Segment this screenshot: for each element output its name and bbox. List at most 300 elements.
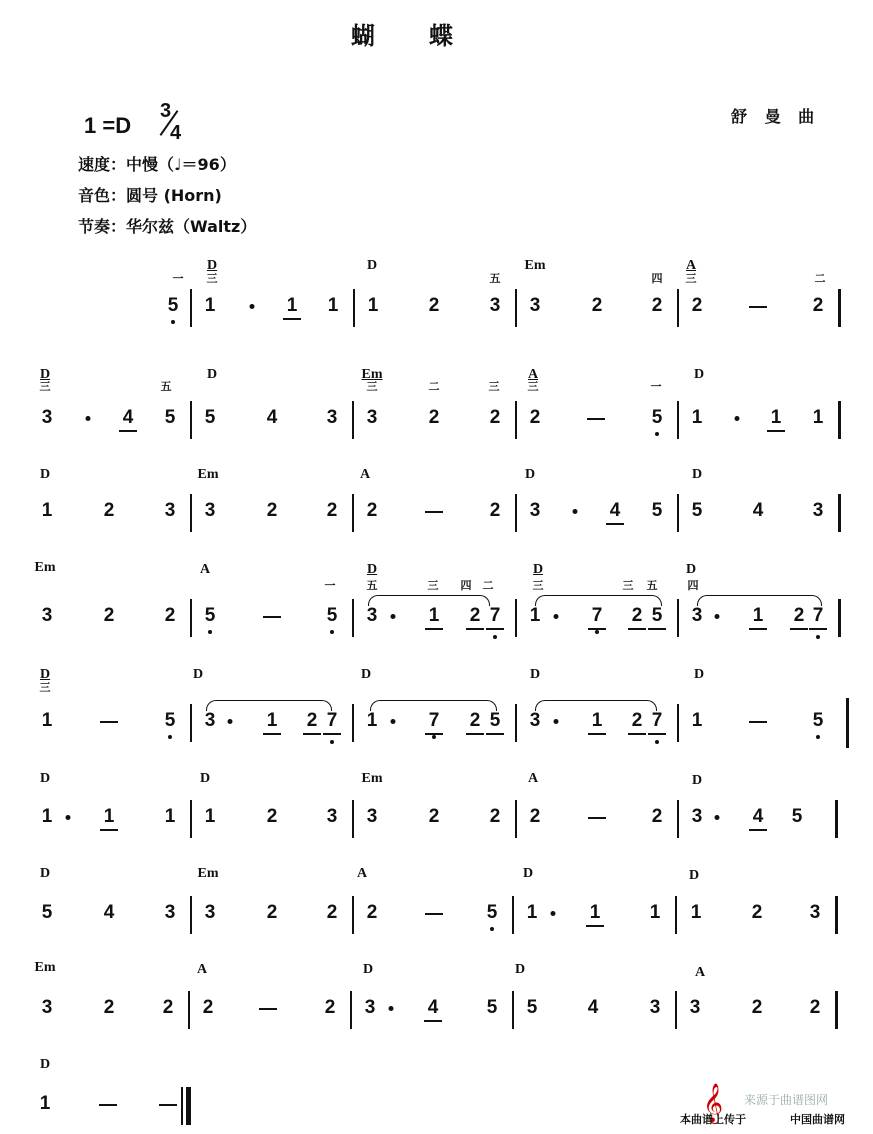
lower-octave-dot: [168, 735, 172, 739]
note: [200, 295, 220, 317]
note-digit: 2: [366, 902, 378, 923]
note: [160, 605, 180, 627]
timbre-info: 音色：圆号 (Horn): [78, 186, 222, 205]
lower-octave-dot: [330, 630, 334, 634]
augmentation-dot: [715, 815, 720, 820]
eighth-underline: [425, 628, 443, 630]
chord-symbol: D: [529, 667, 541, 682]
note: [424, 710, 444, 732]
note-digit: 5: [486, 997, 498, 1018]
note: [747, 997, 767, 1019]
fingering-mark: 三: [39, 681, 51, 694]
note: [262, 902, 282, 924]
note-digit: 3: [204, 500, 216, 521]
note-digit: 1: [204, 295, 216, 316]
bar-line: [352, 401, 354, 439]
note: [160, 407, 180, 429]
note: [262, 500, 282, 522]
bar-line: [835, 896, 838, 934]
note: [282, 295, 302, 317]
note-digit: 3: [164, 500, 176, 521]
bar-line: [677, 401, 679, 439]
note-digit: 5: [167, 295, 179, 316]
bar-line: [190, 896, 192, 934]
chord-symbol: A: [356, 866, 368, 881]
note-digit: 2: [812, 295, 824, 316]
chord-symbol: A: [359, 467, 371, 482]
augmentation-dot: [391, 614, 396, 619]
note: [160, 710, 180, 732]
note-digit: 3: [41, 605, 53, 626]
note-digit: 7: [651, 710, 663, 731]
note-digit: 4: [103, 902, 115, 923]
chord-symbol: D: [360, 667, 372, 682]
note-digit: 2: [631, 605, 643, 626]
note: [808, 295, 828, 317]
chord-symbol: D: [39, 1057, 51, 1072]
bar-line: [190, 599, 192, 637]
fingering-mark: 三: [427, 579, 439, 592]
note-digit: 2: [793, 605, 805, 626]
note-digit: 5: [651, 605, 663, 626]
fingering-mark: 二: [428, 380, 440, 393]
note: [262, 710, 282, 732]
bar-line: [677, 494, 679, 532]
note: [200, 902, 220, 924]
chord-symbol: Em: [34, 960, 56, 975]
note-digit: 1: [649, 902, 661, 923]
eighth-underline: [466, 628, 484, 630]
chord-symbol: D: [366, 258, 378, 273]
fingering-mark: 四: [651, 272, 663, 285]
fingering-mark: 四: [460, 579, 472, 592]
note: [322, 806, 342, 828]
sustain-dash: [749, 306, 767, 308]
note-digit: 4: [752, 806, 764, 827]
lower-octave-dot: [655, 432, 659, 436]
augmentation-dot: [86, 416, 91, 421]
note: [200, 407, 220, 429]
note: [605, 500, 625, 522]
chord-symbol: Em: [34, 560, 56, 575]
lower-octave-dot: [816, 735, 820, 739]
note: [99, 806, 119, 828]
note: [99, 997, 119, 1019]
eighth-underline: [606, 523, 624, 525]
note: [362, 605, 382, 627]
note: [645, 997, 665, 1019]
bar-line: [677, 800, 679, 838]
chord-symbol: D: [693, 667, 705, 682]
note-digit: 5: [164, 710, 176, 731]
eighth-underline: [466, 733, 484, 735]
note: [485, 710, 505, 732]
chord-symbol: Em: [197, 467, 219, 482]
note: [99, 605, 119, 627]
chord-symbol: A: [527, 367, 539, 382]
note: [525, 295, 545, 317]
chord-symbol: D: [693, 367, 705, 382]
sustain-dash: [749, 721, 767, 723]
note-digit: 2: [469, 710, 481, 731]
chord-symbol: A: [196, 962, 208, 977]
eighth-underline: [749, 628, 767, 630]
note: [37, 710, 57, 732]
augmentation-dot: [554, 614, 559, 619]
note: [687, 407, 707, 429]
rhythm-info: 节奏：华尔兹（Waltz）: [78, 217, 257, 236]
note-digit: 2: [751, 902, 763, 923]
chord-symbol: D: [366, 562, 378, 577]
note-digit: 3: [529, 500, 541, 521]
bar-line: [838, 599, 841, 637]
note-digit: 2: [489, 500, 501, 521]
chord-symbol: D: [532, 562, 544, 577]
fingering-mark: 一: [172, 272, 184, 285]
note: [587, 710, 607, 732]
bar-line: [838, 401, 841, 439]
note: [200, 806, 220, 828]
note-digit: 5: [651, 407, 663, 428]
note: [424, 806, 444, 828]
note-digit: 1: [41, 500, 53, 521]
note-digit: 5: [41, 902, 53, 923]
note-digit: 5: [812, 710, 824, 731]
chord-symbol: D: [685, 562, 697, 577]
note-digit: 3: [41, 997, 53, 1018]
eighth-underline: [749, 829, 767, 831]
bar-line: [515, 401, 517, 439]
note: [748, 605, 768, 627]
note-digit: 5: [651, 500, 663, 521]
bar-line: [838, 494, 841, 532]
note: [360, 997, 380, 1019]
bar-line: [515, 704, 517, 742]
sustain-dash: [100, 721, 118, 723]
bar-line: [353, 289, 355, 327]
note-digit: 3: [812, 500, 824, 521]
fingering-mark: 五: [646, 579, 658, 592]
note-digit: 3: [691, 605, 703, 626]
bar-line: [190, 401, 192, 439]
note: [485, 407, 505, 429]
fingering-mark: 一: [650, 380, 662, 393]
note-digit: 2: [266, 902, 278, 923]
lower-octave-dot: [330, 740, 334, 744]
note: [99, 500, 119, 522]
augmentation-dot: [573, 509, 578, 514]
note: [362, 902, 382, 924]
eighth-underline: [100, 829, 118, 831]
bar-line: [515, 494, 517, 532]
sustain-dash: [259, 1008, 277, 1010]
note-digit: 7: [326, 710, 338, 731]
eighth-underline: [283, 318, 301, 320]
chord-symbol: D: [199, 771, 211, 786]
note: [647, 295, 667, 317]
note-digit: 4: [752, 500, 764, 521]
note-digit: 2: [326, 500, 338, 521]
note: [200, 500, 220, 522]
bar-line: [188, 991, 190, 1029]
lower-octave-dot: [490, 927, 494, 931]
bar-line: [190, 289, 192, 327]
note-digit: 1: [204, 806, 216, 827]
note-digit: 3: [529, 295, 541, 316]
note-digit: 1: [428, 605, 440, 626]
eighth-underline: [628, 733, 646, 735]
eighth-underline: [486, 733, 504, 735]
note: [37, 902, 57, 924]
chord-symbol: D: [691, 467, 703, 482]
note-digit: 3: [364, 997, 376, 1018]
note: [485, 806, 505, 828]
sustain-dash: [159, 1104, 177, 1106]
note: [37, 500, 57, 522]
note: [482, 997, 502, 1019]
note: [522, 997, 542, 1019]
note: [808, 710, 828, 732]
fingering-mark: 三: [527, 380, 539, 393]
fingering-mark: 一: [324, 579, 336, 592]
note-digit: 7: [591, 605, 603, 626]
lower-octave-dot: [816, 635, 820, 639]
note-digit: 2: [103, 500, 115, 521]
note-digit: 2: [162, 997, 174, 1018]
eighth-underline: [628, 628, 646, 630]
fingering-mark: 五: [489, 272, 501, 285]
note-digit: 1: [752, 605, 764, 626]
note-digit: 4: [122, 407, 134, 428]
note: [583, 997, 603, 1019]
chord-symbol: D: [691, 773, 703, 788]
note: [362, 500, 382, 522]
chord-symbol: Em: [197, 866, 219, 881]
note-digit: 4: [587, 997, 599, 1018]
note: [647, 806, 667, 828]
note: [525, 500, 545, 522]
note: [362, 407, 382, 429]
note-digit: 3: [809, 902, 821, 923]
note: [424, 407, 444, 429]
upload-notice: 本曲谱上传于: [680, 1113, 746, 1126]
note-digit: 2: [489, 806, 501, 827]
note-digit: 1: [812, 407, 824, 428]
note-digit: 3: [366, 605, 378, 626]
note-digit: 2: [751, 997, 763, 1018]
note: [37, 806, 57, 828]
chord-symbol: Em: [361, 771, 383, 786]
note-digit: 3: [204, 902, 216, 923]
fingering-mark: 三: [685, 272, 697, 285]
note: [585, 902, 605, 924]
augmentation-dot: [250, 304, 255, 309]
note: [302, 710, 322, 732]
note-digit: 5: [486, 902, 498, 923]
note: [525, 605, 545, 627]
note-digit: 2: [691, 295, 703, 316]
note-digit: 3: [204, 710, 216, 731]
note: [525, 806, 545, 828]
note: [485, 605, 505, 627]
note-digit: 2: [651, 806, 663, 827]
lower-octave-dot: [208, 630, 212, 634]
fingering-mark: 二: [814, 272, 826, 285]
composer: 舒 曼 曲: [731, 107, 821, 126]
note-digit: 1: [589, 902, 601, 923]
note-digit: 5: [204, 605, 216, 626]
score-title: 蝴 蝶: [351, 21, 455, 50]
note: [747, 902, 767, 924]
bar-line: [677, 289, 679, 327]
note-digit: 5: [691, 500, 703, 521]
note: [200, 605, 220, 627]
note-digit: 1: [266, 710, 278, 731]
fingering-mark: 四: [687, 579, 699, 592]
note-digit: 3: [366, 806, 378, 827]
note-digit: 1: [286, 295, 298, 316]
bar-line: [350, 991, 352, 1029]
fingering-mark: 五: [160, 380, 172, 393]
bar-line: [515, 599, 517, 637]
note-digit: 2: [591, 295, 603, 316]
augmentation-dot: [715, 614, 720, 619]
eighth-underline: [648, 733, 666, 735]
note: [748, 806, 768, 828]
note-digit: 5: [164, 407, 176, 428]
note: [748, 500, 768, 522]
note: [322, 407, 342, 429]
note-digit: 2: [164, 605, 176, 626]
note-digit: 1: [691, 407, 703, 428]
note: [37, 605, 57, 627]
note-digit: 1: [164, 806, 176, 827]
note: [647, 407, 667, 429]
time-signature-bottom: 4: [170, 122, 182, 144]
time-signature-top: 3: [160, 100, 172, 122]
note: [118, 407, 138, 429]
note: [789, 605, 809, 627]
note: [198, 997, 218, 1019]
note-digit: 3: [41, 407, 53, 428]
chord-symbol: D: [192, 667, 204, 682]
note: [687, 500, 707, 522]
bar-line: [352, 494, 354, 532]
note-digit: 3: [366, 407, 378, 428]
note-digit: 1: [41, 710, 53, 731]
note-digit: 4: [609, 500, 621, 521]
note-digit: 5: [526, 997, 538, 1018]
note: [766, 407, 786, 429]
note: [647, 710, 667, 732]
chord-symbol: D: [206, 367, 218, 382]
eighth-underline: [767, 430, 785, 432]
tempo-info: 速度：中慢（♩＝96）: [78, 155, 236, 174]
eighth-underline: [263, 733, 281, 735]
fingering-mark: 三: [366, 380, 378, 393]
lower-octave-dot: [432, 735, 436, 739]
note-digit: 2: [103, 997, 115, 1018]
bar-line: [512, 991, 514, 1029]
eighth-underline: [648, 628, 666, 630]
note-digit: 1: [327, 295, 339, 316]
bar-line: [186, 1087, 191, 1125]
note: [647, 500, 667, 522]
note: [687, 295, 707, 317]
note-digit: 5: [791, 806, 803, 827]
note-digit: 3: [326, 806, 338, 827]
note-digit: 1: [39, 1093, 51, 1114]
note: [322, 902, 342, 924]
note: [322, 710, 342, 732]
note-digit: 1: [691, 710, 703, 731]
chord-symbol: Em: [361, 367, 383, 382]
bar-line: [352, 599, 354, 637]
chord-symbol: D: [514, 962, 526, 977]
augmentation-dot: [735, 416, 740, 421]
note: [262, 806, 282, 828]
note: [35, 1093, 55, 1115]
augmentation-dot: [554, 719, 559, 724]
note-digit: 1: [526, 902, 538, 923]
augmentation-dot: [389, 1006, 394, 1011]
fingering-mark: 二: [482, 579, 494, 592]
note: [808, 500, 828, 522]
note: [363, 295, 383, 317]
fingering-mark: 三: [206, 272, 218, 285]
chord-symbol: D: [39, 467, 51, 482]
note: [37, 997, 57, 1019]
sustain-dash: [263, 616, 281, 618]
watermark-source: 来源于曲谱图网: [744, 1093, 829, 1107]
bar-line: [352, 800, 354, 838]
lower-octave-dot: [493, 635, 497, 639]
note-digit: 2: [489, 407, 501, 428]
eighth-underline: [303, 733, 321, 735]
note-digit: 1: [41, 806, 53, 827]
sustain-dash: [588, 817, 606, 819]
note-digit: 2: [366, 500, 378, 521]
note: [805, 902, 825, 924]
note-digit: 2: [428, 806, 440, 827]
note: [627, 605, 647, 627]
note: [200, 710, 220, 732]
note-digit: 3: [489, 295, 501, 316]
bar-line: [677, 704, 679, 742]
chord-symbol: A: [199, 562, 211, 577]
bar-line: [512, 896, 514, 934]
chord-symbol: D: [362, 962, 374, 977]
augmentation-dot: [551, 911, 556, 916]
note-digit: 4: [427, 997, 439, 1018]
note: [424, 605, 444, 627]
eighth-underline: [809, 628, 827, 630]
note: [322, 500, 342, 522]
note: [323, 295, 343, 317]
bar-line: [846, 698, 849, 748]
bar-line: [181, 1087, 183, 1125]
note-digit: 2: [529, 407, 541, 428]
bar-line: [835, 800, 838, 838]
note: [808, 605, 828, 627]
note: [805, 997, 825, 1019]
fingering-mark: 五: [366, 579, 378, 592]
fingering-mark: 三: [488, 380, 500, 393]
treble-clef-logo-icon: 𝄞: [703, 1083, 724, 1123]
note-digit: 3: [164, 902, 176, 923]
bar-line: [675, 896, 677, 934]
lower-octave-dot: [171, 320, 175, 324]
